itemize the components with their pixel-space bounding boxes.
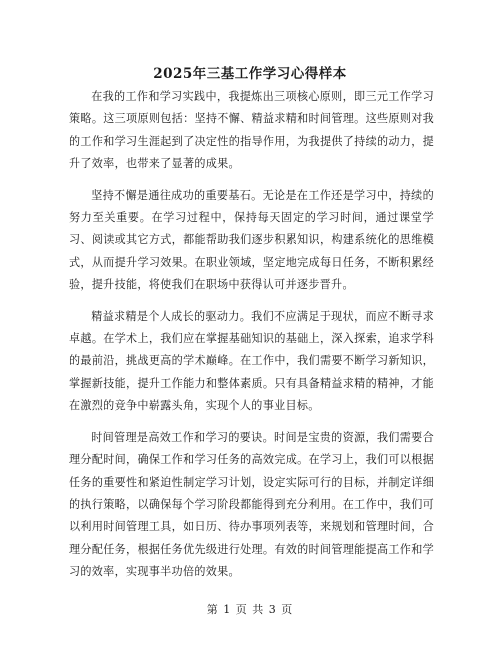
- document-title: 2025年三基工作学习心得样本: [153, 66, 347, 82]
- page-number-footer: 第 1 页 共 3 页: [206, 603, 294, 616]
- document-body: [69, 86, 434, 593]
- paragraph-intro: 在我的工作和学习实践中，我提炼出三项核心原则，即三元工作学习策略。这三项原则包括：坚持不懈、精益求精和时间管理。这些原则对我的工作和学习生涯起到了决定性的指导作用，为我提供了持续的动力，提升了效率，也带来了显著的成果。: [69, 90, 434, 171]
- paragraph-excellence: 精益求精是个人成长的驱动力。我们不应满足于现状，而应不断寻求卓越。在学术上，我们应在掌握基础知识的基础上，深入探索，追求学科的最前沿，挑战更高的学术巅峰。在工作中，我们需要不断学习新知识，掌握新技能，提升工作能力和整体素质。只有具备精益求精的精神，才能在激烈的竞争中崭露头角，实现个人的事业目标。: [69, 309, 434, 413]
- paragraph-time-management: 时间管理是高效工作和学习的要诀。时间是宝贵的资源，我们需要合理分配时间，确保工作和学习任务的高效完成。在学习上，我们可以根据任务的重要性和紧迫性制定学习计划，设定实际可行的目标，并制定详细的执行策略，以确保每个学习阶段都能得到充分利用。在工作中，我们可以利用时间管理工具，如日历、待办事项列表等，来规划和管理时间，合理分配任务，根据任务优先级进行处理。有效的时间管理能提高工作和学习的效率，实现事半功倍的效果。: [69, 430, 434, 579]
- paragraph-persistence: 坚持不懈是通往成功的重要基石。无论是在工作还是学习中，持续的努力至关重要。在学习过程中，保持每天固定的学习时间，通过课堂学习、阅读或其它方式，都能帮助我们逐步积累知识，构建系统化的思维模式，从而提升学习效果。在职业领域，坚定地完成每日任务，不断积累经验，提升技能，将使我们在职场中获得认可并逐步晋升。: [69, 188, 434, 292]
